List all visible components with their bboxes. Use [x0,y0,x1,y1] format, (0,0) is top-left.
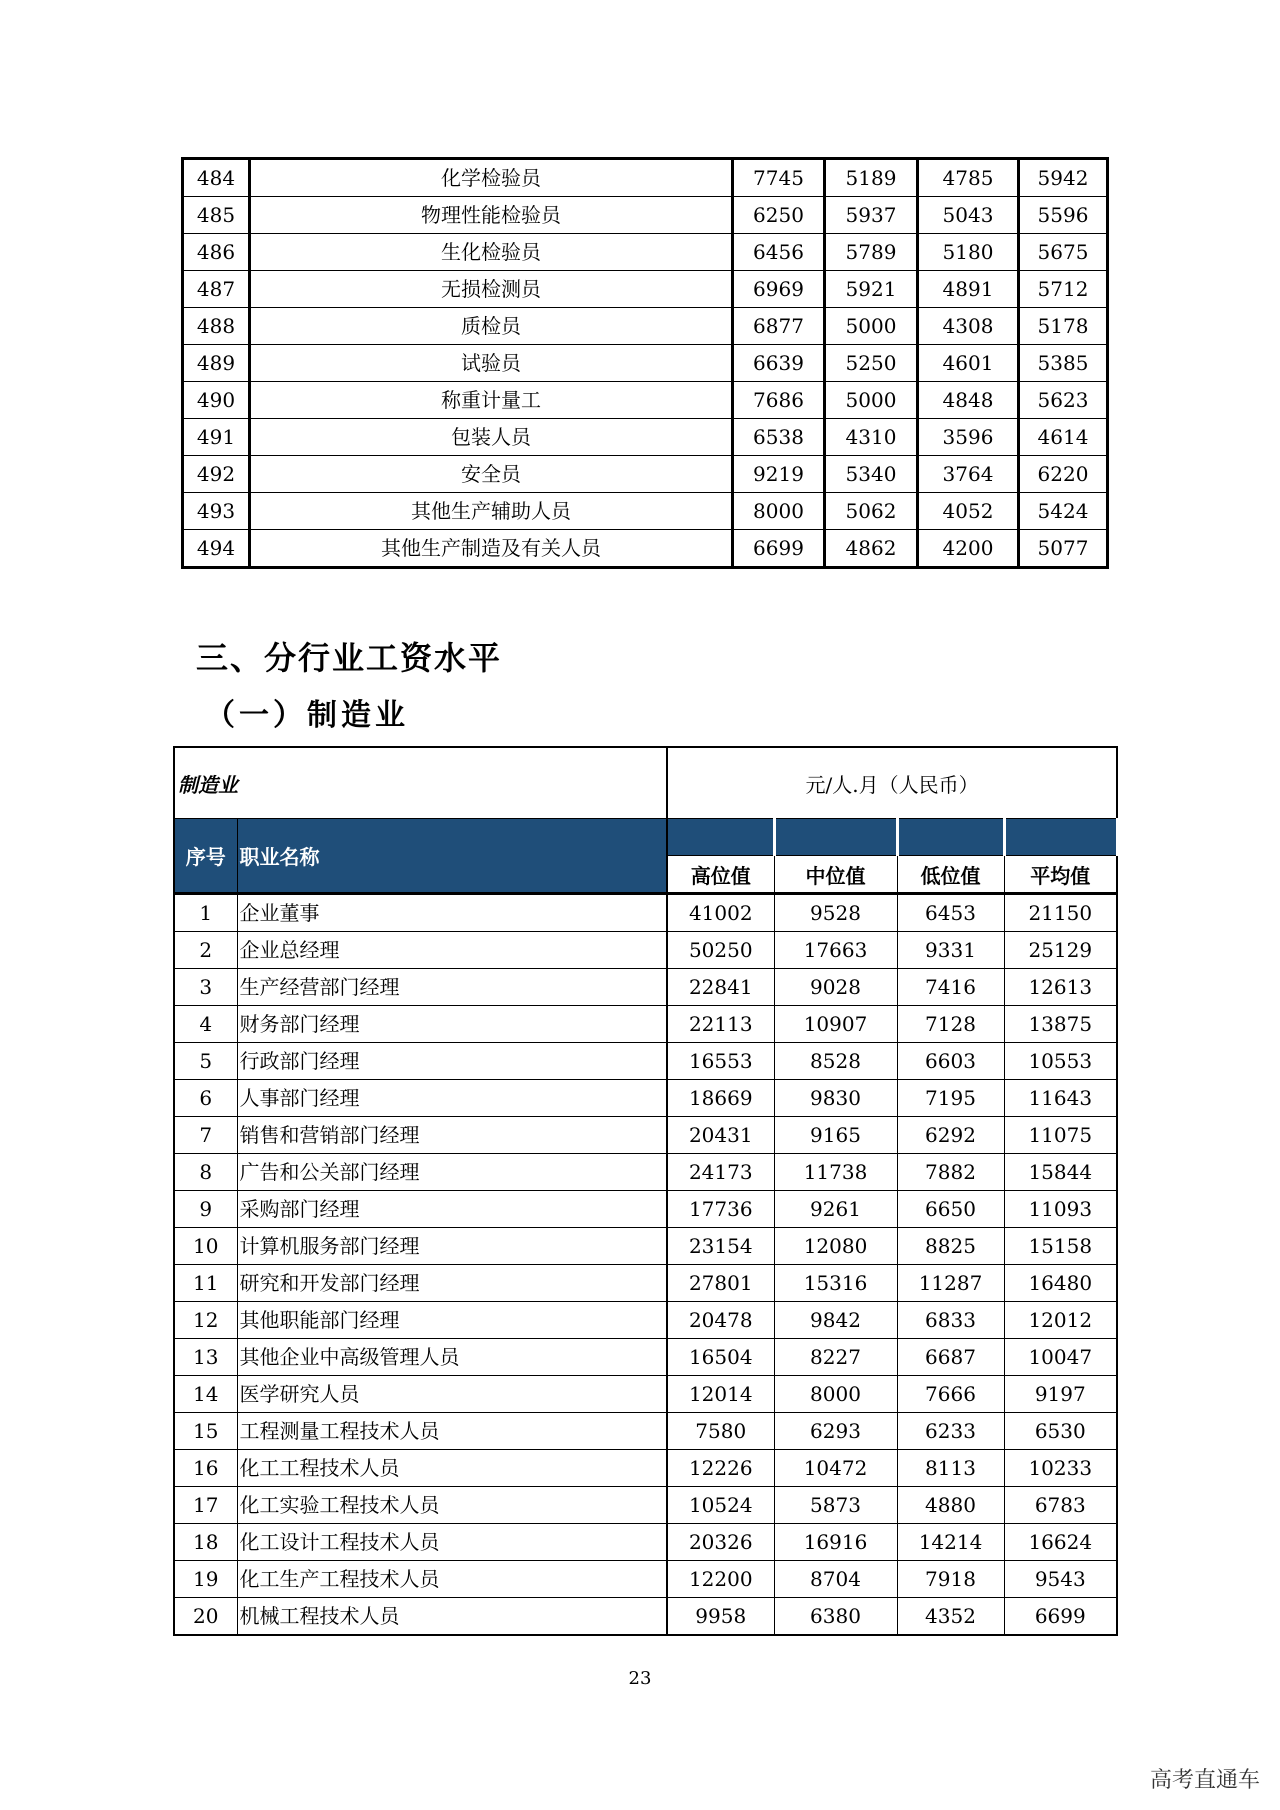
row-index: 11 [174,1265,237,1302]
low-value: 3764 [918,456,1019,493]
median-value: 15316 [774,1265,897,1302]
high-value: 20478 [667,1302,774,1339]
table-row [174,1117,1117,1154]
high-value: 16553 [667,1043,774,1080]
table-row [174,1524,1117,1561]
manufacturing-salary-table [173,746,1119,1636]
high-value: 6456 [733,234,825,271]
occupation-name: 生化检验员 [250,234,733,271]
average-value: 4614 [1019,419,1108,456]
row-index: 17 [174,1487,237,1524]
median-value: 5873 [774,1487,897,1524]
low-value: 5043 [918,197,1019,234]
row-index: 13 [174,1339,237,1376]
low-value: 6687 [897,1339,1004,1376]
low-value: 3596 [918,419,1019,456]
occupation-name: 企业总经理 [237,932,667,969]
occupation-name: 财务部门经理 [237,1006,667,1043]
average-value: 11093 [1004,1191,1117,1228]
row-index: 9 [174,1191,237,1228]
table-row [174,1413,1117,1450]
occupation-name: 化学检验员 [250,159,733,197]
table-row [174,1043,1117,1080]
continued-occupation-table [181,157,1109,569]
average-value: 5077 [1019,530,1108,568]
table-row [174,1154,1117,1191]
table-row [174,1487,1117,1524]
row-index: 487 [183,271,250,308]
row-index: 4 [174,1006,237,1043]
median-value: 4310 [825,419,918,456]
table-row [183,159,1108,197]
average-value: 5385 [1019,345,1108,382]
high-value: 12014 [667,1376,774,1413]
high-value: 9958 [667,1598,774,1636]
high-value: 18669 [667,1080,774,1117]
high-value: 7745 [733,159,825,197]
table-caption-unit: 元/人.月（人民币） [667,747,1117,819]
low-value: 6292 [897,1117,1004,1154]
table-row [174,1302,1117,1339]
average-value: 16624 [1004,1524,1117,1561]
high-value: 22113 [667,1006,774,1043]
average-value: 5424 [1019,493,1108,530]
average-value: 25129 [1004,932,1117,969]
average-value: 12012 [1004,1302,1117,1339]
row-index: 8 [174,1154,237,1191]
occupation-name: 化工工程技术人员 [237,1450,667,1487]
occupation-name: 其他生产制造及有关人员 [250,530,733,568]
header-band [897,819,1004,856]
median-value: 12080 [774,1228,897,1265]
low-value: 4785 [918,159,1019,197]
row-index: 489 [183,345,250,382]
occupation-name: 其他职能部门经理 [237,1302,667,1339]
average-value: 6783 [1004,1487,1117,1524]
occupation-name: 化工设计工程技术人员 [237,1524,667,1561]
median-value: 10472 [774,1450,897,1487]
median-value: 5062 [825,493,918,530]
occupation-name: 人事部门经理 [237,1080,667,1117]
low-value: 7882 [897,1154,1004,1191]
high-value: 27801 [667,1265,774,1302]
high-value: 6969 [733,271,825,308]
high-value: 24173 [667,1154,774,1191]
low-value: 7918 [897,1561,1004,1598]
header-median: 中位值 [774,856,897,894]
row-index: 491 [183,419,250,456]
occupation-name: 销售和营销部门经理 [237,1117,667,1154]
average-value: 5675 [1019,234,1108,271]
table-row [174,1265,1117,1302]
table-row [174,1561,1117,1598]
occupation-name: 试验员 [250,345,733,382]
low-value: 6650 [897,1191,1004,1228]
median-value: 6380 [774,1598,897,1636]
high-value: 10524 [667,1487,774,1524]
high-value: 12200 [667,1561,774,1598]
table-row [174,1376,1117,1413]
low-value: 4880 [897,1487,1004,1524]
row-index: 6 [174,1080,237,1117]
high-value: 16504 [667,1339,774,1376]
occupation-name: 计算机服务部门经理 [237,1228,667,1265]
average-value: 5178 [1019,308,1108,345]
occupation-name: 无损检测员 [250,271,733,308]
high-value: 7580 [667,1413,774,1450]
low-value: 4848 [918,382,1019,419]
row-index: 5 [174,1043,237,1080]
median-value: 8000 [774,1376,897,1413]
average-value: 15844 [1004,1154,1117,1191]
table-row [183,234,1108,271]
median-value: 6293 [774,1413,897,1450]
median-value: 9261 [774,1191,897,1228]
table-caption-industry: 制造业 [174,747,667,819]
median-value: 5189 [825,159,918,197]
occupation-name: 物理性能检验员 [250,197,733,234]
average-value: 21150 [1004,894,1117,932]
row-index: 15 [174,1413,237,1450]
low-value: 4891 [918,271,1019,308]
header-average: 平均值 [1004,856,1117,894]
header-band [774,819,897,856]
table-row [174,1006,1117,1043]
occupation-name: 广告和公关部门经理 [237,1154,667,1191]
header-band [667,819,774,856]
high-value: 7686 [733,382,825,419]
low-value: 14214 [897,1524,1004,1561]
average-value: 9543 [1004,1561,1117,1598]
row-index: 493 [183,493,250,530]
row-index: 494 [183,530,250,568]
low-value: 6603 [897,1043,1004,1080]
median-value: 5000 [825,382,918,419]
median-value: 8227 [774,1339,897,1376]
median-value: 5000 [825,308,918,345]
row-index: 485 [183,197,250,234]
median-value: 9028 [774,969,897,1006]
low-value: 7128 [897,1006,1004,1043]
table-row [183,197,1108,234]
low-value: 8825 [897,1228,1004,1265]
row-index: 492 [183,456,250,493]
median-value: 9165 [774,1117,897,1154]
occupation-name: 采购部门经理 [237,1191,667,1228]
occupation-name: 其他企业中高级管理人员 [237,1339,667,1376]
header-index: 序号 [174,819,237,894]
row-index: 12 [174,1302,237,1339]
table-row [174,1339,1117,1376]
average-value: 9197 [1004,1376,1117,1413]
high-value: 41002 [667,894,774,932]
low-value: 4200 [918,530,1019,568]
low-value: 5180 [918,234,1019,271]
page-number: 23 [628,1668,652,1689]
median-value: 17663 [774,932,897,969]
occupation-name: 化工生产工程技术人员 [237,1561,667,1598]
row-index: 10 [174,1228,237,1265]
row-index: 2 [174,932,237,969]
table-row [174,1598,1117,1636]
median-value: 8704 [774,1561,897,1598]
median-value: 10907 [774,1006,897,1043]
high-value: 8000 [733,493,825,530]
table-row [174,1450,1117,1487]
average-value: 10233 [1004,1450,1117,1487]
table-row [183,345,1108,382]
table-row [183,456,1108,493]
table-row [174,969,1117,1006]
low-value: 4052 [918,493,1019,530]
high-value: 20431 [667,1117,774,1154]
median-value: 5937 [825,197,918,234]
high-value: 50250 [667,932,774,969]
average-value: 13875 [1004,1006,1117,1043]
high-value: 17736 [667,1191,774,1228]
occupation-name: 工程测量工程技术人员 [237,1413,667,1450]
section-title: 三、分行业工资水平 [196,639,503,677]
average-value: 10553 [1004,1043,1117,1080]
section-subtitle: （一）制造业 [205,698,409,733]
low-value: 6453 [897,894,1004,932]
median-value: 9528 [774,894,897,932]
median-value: 11738 [774,1154,897,1191]
row-index: 1 [174,894,237,932]
average-value: 5596 [1019,197,1108,234]
table-row [174,1080,1117,1117]
low-value: 6833 [897,1302,1004,1339]
average-value: 11643 [1004,1080,1117,1117]
median-value: 4862 [825,530,918,568]
low-value: 4308 [918,308,1019,345]
header-high: 高位值 [667,856,774,894]
occupation-name: 研究和开发部门经理 [237,1265,667,1302]
high-value: 22841 [667,969,774,1006]
occupation-name: 生产经营部门经理 [237,969,667,1006]
occupation-name: 安全员 [250,456,733,493]
average-value: 5712 [1019,271,1108,308]
average-value: 6220 [1019,456,1108,493]
low-value: 6233 [897,1413,1004,1450]
table-row [183,530,1108,568]
average-value: 6530 [1004,1413,1117,1450]
low-value: 4601 [918,345,1019,382]
high-value: 9219 [733,456,825,493]
low-value: 7416 [897,969,1004,1006]
median-value: 5789 [825,234,918,271]
occupation-name: 其他生产辅助人员 [250,493,733,530]
row-index: 18 [174,1524,237,1561]
high-value: 6699 [733,530,825,568]
average-value: 16480 [1004,1265,1117,1302]
median-value: 8528 [774,1043,897,1080]
table-row [183,419,1108,456]
table-row [174,932,1117,969]
median-value: 5250 [825,345,918,382]
row-index: 20 [174,1598,237,1636]
occupation-name: 行政部门经理 [237,1043,667,1080]
high-value: 20326 [667,1524,774,1561]
row-index: 7 [174,1117,237,1154]
low-value: 8113 [897,1450,1004,1487]
average-value: 6699 [1004,1598,1117,1636]
occupation-name: 包装人员 [250,419,733,456]
row-index: 490 [183,382,250,419]
average-value: 10047 [1004,1339,1117,1376]
average-value: 11075 [1004,1117,1117,1154]
header-band [1004,819,1117,856]
row-index: 486 [183,234,250,271]
occupation-name: 医学研究人员 [237,1376,667,1413]
header-low: 低位值 [897,856,1004,894]
median-value: 9842 [774,1302,897,1339]
high-value: 6538 [733,419,825,456]
average-value: 5942 [1019,159,1108,197]
average-value: 12613 [1004,969,1117,1006]
watermark: 高考直通车 [1149,1768,1260,1793]
table-row [183,493,1108,530]
low-value: 7195 [897,1080,1004,1117]
table-row [174,1191,1117,1228]
table-row [183,382,1108,419]
row-index: 19 [174,1561,237,1598]
row-index: 16 [174,1450,237,1487]
table-row [174,1228,1117,1265]
occupation-name: 质检员 [250,308,733,345]
row-index: 484 [183,159,250,197]
median-value: 5921 [825,271,918,308]
average-value: 15158 [1004,1228,1117,1265]
occupation-name: 机械工程技术人员 [237,1598,667,1636]
low-value: 9331 [897,932,1004,969]
row-index: 3 [174,969,237,1006]
high-value: 23154 [667,1228,774,1265]
median-value: 9830 [774,1080,897,1117]
median-value: 5340 [825,456,918,493]
header-occupation-name: 职业名称 [237,819,667,894]
occupation-name: 称重计量工 [250,382,733,419]
high-value: 6639 [733,345,825,382]
row-index: 488 [183,308,250,345]
low-value: 4352 [897,1598,1004,1636]
table-row [183,271,1108,308]
row-index: 14 [174,1376,237,1413]
occupation-name: 化工实验工程技术人员 [237,1487,667,1524]
occupation-name: 企业董事 [237,894,667,932]
high-value: 6877 [733,308,825,345]
high-value: 12226 [667,1450,774,1487]
low-value: 11287 [897,1265,1004,1302]
table-row [174,894,1117,932]
low-value: 7666 [897,1376,1004,1413]
median-value: 16916 [774,1524,897,1561]
table-row [183,308,1108,345]
high-value: 6250 [733,197,825,234]
average-value: 5623 [1019,382,1108,419]
